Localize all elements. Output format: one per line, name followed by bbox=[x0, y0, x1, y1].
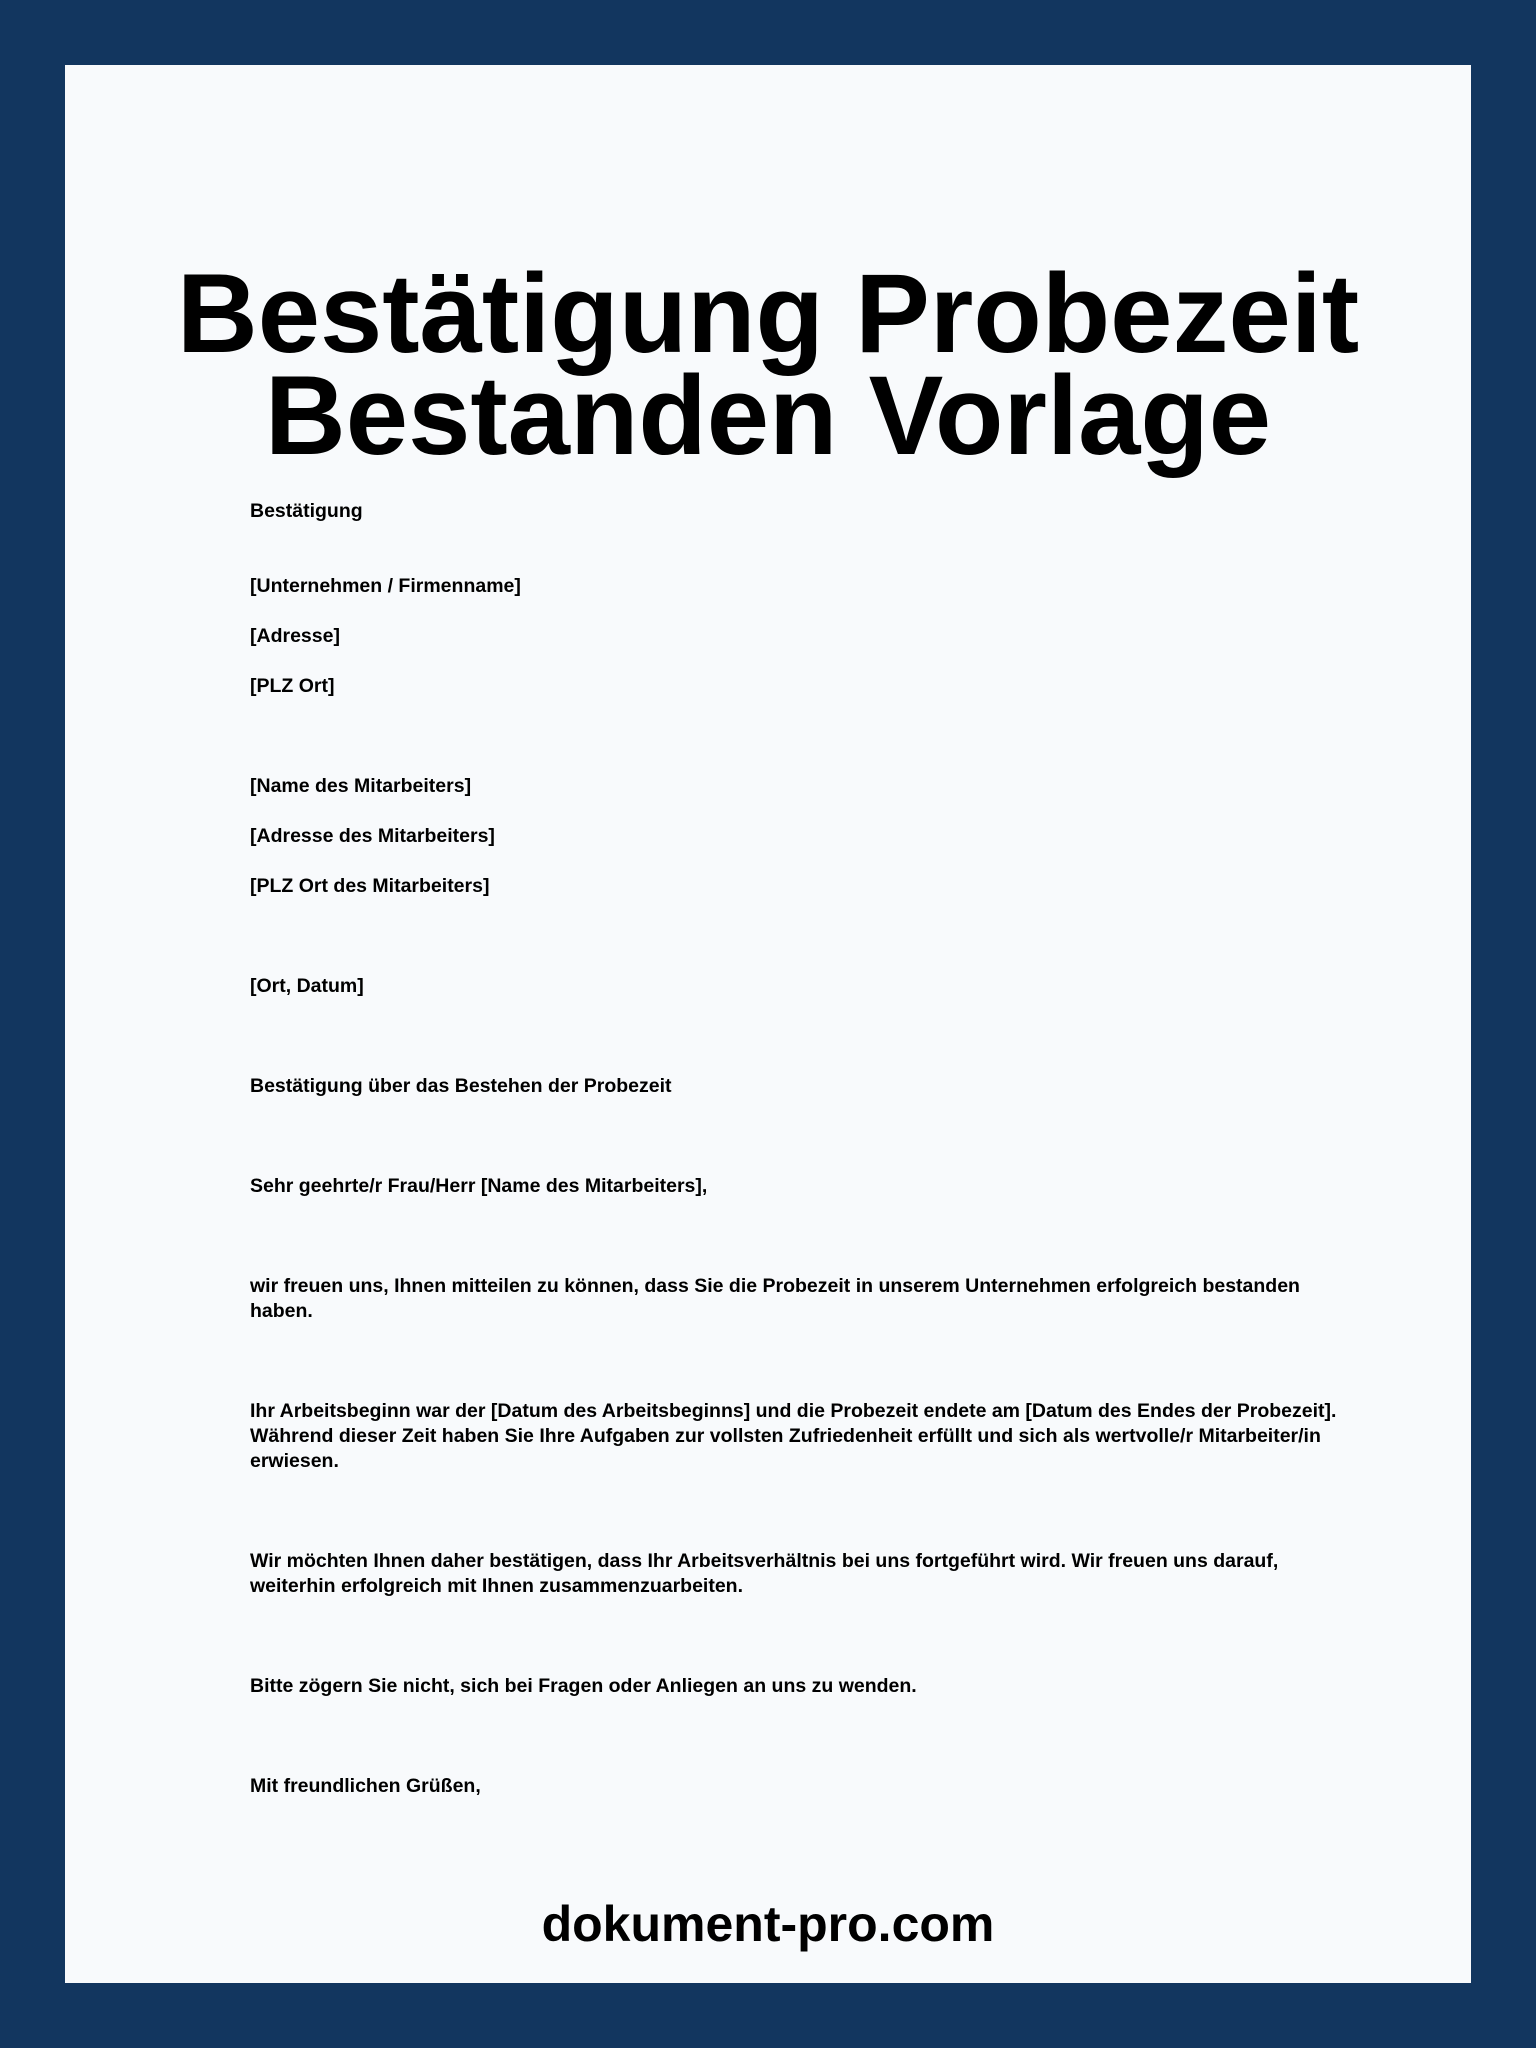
employee-address: [Adresse des Mitarbeiters] bbox=[250, 825, 495, 847]
company-address: [Adresse] bbox=[250, 625, 340, 647]
company-name: [Unternehmen / Firmenname] bbox=[250, 575, 521, 597]
title-line-1: Bestätigung Probezeit bbox=[176, 251, 1360, 376]
salutation: Sehr geehrte/r Frau/Herr [Name des Mitarbeiters], bbox=[250, 1175, 708, 1197]
letter-heading: Bestätigung bbox=[250, 500, 363, 522]
place-date: [Ort, Datum] bbox=[250, 975, 364, 997]
document-title bbox=[65, 251, 1471, 478]
document-page bbox=[65, 65, 1471, 1983]
footer-website: dokument-pro.com bbox=[541, 1896, 995, 1952]
letter-subject: Bestätigung über das Bestehen der Probezeit bbox=[250, 1075, 672, 1097]
paragraph-2: Ihr Arbeitsbeginn war der [Datum des Arbeitsbeginns] und die Probezeit endete am [Datum des Endes der Probezeit]. Während dieser Zeit haben Sie Ihre Aufgaben zur vollsten Zufriedenheit erfüllt und sich als wertvolle/r Mitarbeiter/in erwiesen. bbox=[250, 1400, 1337, 1472]
employee-city: [PLZ Ort des Mitarbeiters] bbox=[250, 875, 490, 897]
paragraph-3: Wir möchten Ihnen daher bestätigen, dass Ihr Arbeitsverhältnis bei uns fortgeführt wird. Wir freuen uns darauf, weiterhin erfolgreich mit Ihnen zusammenzuarbeiten. bbox=[250, 1550, 1279, 1597]
title-line-2: Bestanden Vorlage bbox=[264, 353, 1272, 478]
company-city: [PLZ Ort] bbox=[250, 675, 335, 697]
employee-name: [Name des Mitarbeiters] bbox=[250, 775, 472, 797]
closing: Mit freundlichen Grüßen, bbox=[250, 1775, 481, 1797]
paragraph-1: wir freuen uns, Ihnen mitteilen zu können, dass Sie die Probezeit in unserem Unternehmen erfolgreich bestanden haben. bbox=[250, 1275, 1300, 1322]
paragraph-4: Bitte zögern Sie nicht, sich bei Fragen oder Anliegen an uns zu wenden. bbox=[250, 1675, 917, 1697]
